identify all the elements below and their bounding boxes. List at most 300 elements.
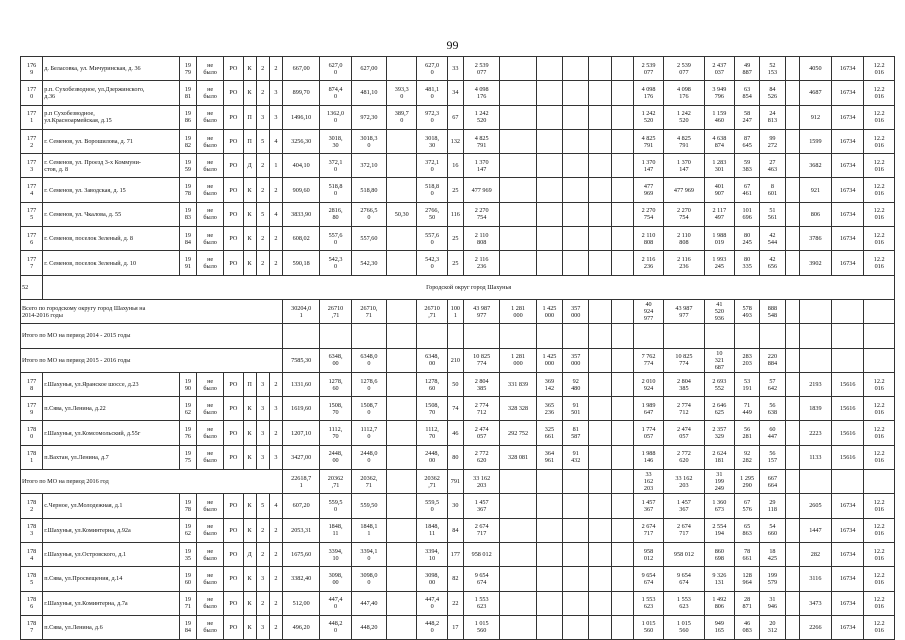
table-cell [785, 178, 799, 202]
table-cell: 2 110 808 [463, 227, 499, 251]
table-cell: 177 [447, 542, 463, 566]
table-cell: 542,3 0 [417, 251, 447, 275]
table-cell: Всего по городскому округу город Шахунья на 2014-2016 годы [21, 299, 283, 323]
table-cell: г. Семенов, поселок Зеленый, д. 10 [43, 251, 180, 275]
table-cell: 2 437 037 [704, 57, 734, 81]
table-cell: 2 624 181 [704, 445, 734, 469]
table-cell: 2 270 754 [463, 202, 499, 226]
table-cell: 12.2 016 [864, 81, 895, 105]
table-cell: 177 2 [21, 129, 43, 153]
table-row [21, 397, 895, 421]
table-cell: 2 [269, 372, 282, 396]
table-cell: 6348, 00 [320, 348, 351, 372]
table-cell: 627,00 [351, 57, 386, 81]
table-cell: 2 772 620 [463, 445, 499, 469]
table-cell: 325 661 [536, 421, 562, 445]
table-cell: 3098, 00 [417, 567, 447, 591]
table-cell: 177 0 [21, 81, 43, 105]
table-cell: 19 83 [179, 202, 196, 226]
table-cell: 19 91 [179, 251, 196, 275]
table-cell: 52 [21, 275, 43, 299]
table-cell [785, 299, 799, 323]
table-cell: 20362 ,71 [320, 470, 351, 494]
table-cell: 12.2 016 [864, 615, 895, 639]
table-cell: 5 [256, 494, 269, 518]
table-cell: 2448,0 0 [351, 445, 386, 469]
table-cell: 4 098 176 [633, 81, 663, 105]
table-cell: р.п. Сухобезводное, ул.Дзержинского, д.36 [43, 81, 180, 105]
table-cell: г. Семенов, ул. Заводская, д. 15 [43, 178, 180, 202]
table-cell [589, 470, 611, 494]
table-cell: 19 35 [179, 542, 196, 566]
table-cell: Итого по МО на период 2014 - 2015 годы [21, 324, 283, 348]
table-cell: 357 000 [563, 348, 589, 372]
table-cell [563, 178, 589, 202]
table-cell: 51 561 [760, 202, 785, 226]
table-cell: 3394, 10 [417, 542, 447, 566]
table-cell [611, 397, 633, 421]
table-cell [760, 324, 785, 348]
table-cell: 16734 [832, 494, 864, 518]
table-cell: 220 884 [760, 348, 785, 372]
table-cell: 3 [256, 445, 269, 469]
table-cell: 2193 [799, 372, 831, 396]
table-cell: 2 646 625 [704, 397, 734, 421]
table-cell: п.Сява, ул.Ленина, д.6 [43, 615, 180, 639]
table-cell: 2 539 077 [463, 57, 499, 81]
table-cell: 559,5 0 [417, 494, 447, 518]
table-cell [563, 542, 589, 566]
table-cell [785, 154, 799, 178]
table-cell: 56 281 [735, 421, 760, 445]
table-cell: 92 282 [735, 445, 760, 469]
table-row [21, 470, 895, 494]
table-cell: 19 79 [179, 57, 196, 81]
table-cell: 557,6 0 [320, 227, 351, 251]
table-cell: 8 601 [760, 178, 785, 202]
table-cell [704, 324, 734, 348]
table-cell: РО [224, 421, 243, 445]
table-cell: 67 461 [735, 178, 760, 202]
table-cell: 9 654 674 [463, 567, 499, 591]
table-row [21, 567, 895, 591]
table-cell: 3 [256, 567, 269, 591]
table-cell [611, 421, 633, 445]
table-row [21, 251, 895, 275]
table-cell [611, 372, 633, 396]
table-cell: 1207,10 [282, 421, 319, 445]
table-cell: 6348,0 0 [351, 348, 386, 372]
table-cell: 19 75 [179, 445, 196, 469]
table-cell: 1 370 147 [463, 154, 499, 178]
table-cell: 22 [447, 591, 463, 615]
table-cell: 912 [799, 105, 831, 129]
table-cell: 16734 [832, 591, 864, 615]
table-cell: 15616 [832, 397, 864, 421]
table-cell: 24 813 [760, 105, 785, 129]
table-cell: 10 825 774 [463, 348, 499, 372]
table-cell: 667 664 [760, 470, 785, 494]
table-cell: 5 [256, 202, 269, 226]
table-cell [785, 202, 799, 226]
table-row [21, 591, 895, 615]
table-cell [785, 494, 799, 518]
table-cell: 1331,60 [282, 372, 319, 396]
table-cell: 16734 [832, 81, 864, 105]
table-cell [785, 348, 799, 372]
table-cell: 19 81 [179, 81, 196, 105]
table-cell: 921 [799, 178, 831, 202]
table-cell: 2 [269, 227, 282, 251]
table-cell: 19 76 [179, 421, 196, 445]
table-cell: П [243, 129, 256, 153]
table-cell: д. Беласовка, ул. Мичуринская, д. 36 [43, 57, 180, 81]
table-cell [611, 154, 633, 178]
table-cell: 80 [447, 445, 463, 469]
table-cell: 33 162 203 [633, 470, 663, 494]
table-cell [799, 348, 831, 372]
table-cell [387, 299, 417, 323]
table-cell: 3786 [799, 227, 831, 251]
table-cell [611, 81, 633, 105]
table-cell: 26710 ,71 [417, 299, 447, 323]
table-cell [864, 324, 895, 348]
table-cell: 1447 [799, 518, 831, 542]
table-cell: 4 [269, 129, 282, 153]
table-cell: 12.2 016 [864, 154, 895, 178]
table-cell [589, 591, 611, 615]
table-cell [563, 567, 589, 591]
table-cell: 63 854 [735, 81, 760, 105]
table-cell: 1 015 560 [463, 615, 499, 639]
table-cell [500, 251, 536, 275]
table-cell: 3473 [799, 591, 831, 615]
table-cell: 949 165 [704, 615, 734, 639]
table-cell [611, 615, 633, 639]
table-cell: 28 871 [735, 591, 760, 615]
table-row [21, 81, 895, 105]
table-cell: 1 242 520 [664, 105, 704, 129]
table-cell: 19 78 [179, 178, 196, 202]
table-cell: 80 245 [735, 227, 760, 251]
table-cell: 1 553 623 [664, 591, 704, 615]
table-cell: 4 638 874 [704, 129, 734, 153]
table-cell: 1 457 367 [633, 494, 663, 518]
table-cell: не было [197, 397, 224, 421]
table-cell [536, 81, 562, 105]
table-cell: 1112, 70 [320, 421, 351, 445]
table-cell: 357 000 [563, 299, 589, 323]
table-cell: 91 501 [563, 397, 589, 421]
table-cell [282, 324, 319, 348]
table-cell: 58 247 [735, 105, 760, 129]
table-cell: 3 [256, 105, 269, 129]
table-cell: 3382,40 [282, 567, 319, 591]
table-cell: 128 964 [735, 567, 760, 591]
table-cell: не было [197, 251, 224, 275]
table-cell [563, 251, 589, 275]
table-cell: 178 0 [21, 421, 43, 445]
table-cell: 282 [799, 542, 831, 566]
table-cell: РО [224, 154, 243, 178]
table-cell: 1112,7 0 [351, 421, 386, 445]
table-cell: 559,5 0 [320, 494, 351, 518]
table-cell: К [243, 615, 256, 639]
table-cell [589, 518, 611, 542]
table-cell: 16734 [832, 251, 864, 275]
table-cell: не было [197, 445, 224, 469]
table-cell: 806 [799, 202, 831, 226]
table-cell: 16734 [832, 154, 864, 178]
table-cell [785, 372, 799, 396]
table-cell: 1 295 290 [735, 470, 760, 494]
table-cell: 2 674 717 [463, 518, 499, 542]
table-cell [589, 372, 611, 396]
table-cell: 518,80 [351, 178, 386, 202]
table-cell: К [243, 494, 256, 518]
table-cell: 54 660 [760, 518, 785, 542]
table-cell [589, 397, 611, 421]
table-cell [589, 421, 611, 445]
table-cell: 1 015 560 [633, 615, 663, 639]
table-cell [463, 324, 499, 348]
table-cell: 60 447 [760, 421, 785, 445]
table-cell: 25 [447, 251, 463, 275]
table-cell [500, 591, 536, 615]
table-cell: 1 425 000 [536, 348, 562, 372]
table-cell: 3833,90 [282, 202, 319, 226]
table-cell: не было [197, 542, 224, 566]
table-cell: 20362, 71 [351, 470, 386, 494]
table-cell [536, 518, 562, 542]
table-cell: 512,00 [282, 591, 319, 615]
table-cell: 92 480 [563, 372, 589, 396]
table-row [21, 542, 895, 566]
table-cell: 25 [447, 227, 463, 251]
table-cell: 2 554 194 [704, 518, 734, 542]
table-cell: 12.2 016 [864, 227, 895, 251]
table-cell: 2 539 077 [664, 57, 704, 81]
table-cell: 3 [269, 397, 282, 421]
table-cell: 2766,5 0 [351, 202, 386, 226]
table-cell: К [243, 567, 256, 591]
table-cell [500, 494, 536, 518]
table-cell: 43 987 977 [664, 299, 704, 323]
table-cell: 2266 [799, 615, 831, 639]
table-cell: 447,4 0 [417, 591, 447, 615]
table-cell: не было [197, 178, 224, 202]
table-cell: 2 474 057 [463, 421, 499, 445]
table-cell: 210 [447, 348, 463, 372]
table-row [21, 202, 895, 226]
table-cell: 178 6 [21, 591, 43, 615]
table-cell: не было [197, 129, 224, 153]
table-cell: П [243, 105, 256, 129]
table-cell: РО [224, 372, 243, 396]
table-cell [320, 324, 351, 348]
table-cell: 26710 ,71 [320, 299, 351, 323]
table-cell: 67 [447, 105, 463, 129]
table-cell: 557,6 0 [417, 227, 447, 251]
table-cell: 292 752 [500, 421, 536, 445]
table-cell: К [243, 518, 256, 542]
table-cell [589, 348, 611, 372]
table-cell: г. Семенов, ул. Проезд 3-х Коммуни- стов, д. 8 [43, 154, 180, 178]
table-cell [387, 57, 417, 81]
table-cell: 29 118 [760, 494, 785, 518]
table-cell: 283 203 [735, 348, 760, 372]
table-cell: 1 492 806 [704, 591, 734, 615]
table-cell: 12.2 016 [864, 494, 895, 518]
table-cell: 41 520 936 [704, 299, 734, 323]
table-cell: 99 272 [760, 129, 785, 153]
table-cell: 1 457 367 [463, 494, 499, 518]
table-cell: 2 674 717 [633, 518, 663, 542]
table-cell: 16734 [832, 105, 864, 129]
table-cell [563, 494, 589, 518]
table-cell: 2 804 385 [463, 372, 499, 396]
table-cell: 101 696 [735, 202, 760, 226]
table-cell: 909,60 [282, 178, 319, 202]
table-cell: не было [197, 227, 224, 251]
table-cell: 1 989 647 [633, 397, 663, 421]
table-cell: 1 370 147 [633, 154, 663, 178]
table-cell: 12.2 016 [864, 445, 895, 469]
table-cell: 972,30 [351, 105, 386, 129]
table-cell: 178 1 [21, 445, 43, 469]
table-cell: РО [224, 591, 243, 615]
table-cell: 2 774 712 [463, 397, 499, 421]
table-cell: 1 425 000 [536, 299, 562, 323]
table-cell: 2 110 808 [633, 227, 663, 251]
table-cell [799, 324, 831, 348]
table-cell: р.п Сухобезводное, ул.Красноармейская, д.15 [43, 105, 180, 129]
table-cell: 791 [447, 470, 463, 494]
table-cell: 3682 [799, 154, 831, 178]
table-cell [387, 470, 417, 494]
table-cell: 328 081 [500, 445, 536, 469]
table-cell: 1362,0 0 [320, 105, 351, 129]
table-cell: 2 270 754 [633, 202, 663, 226]
table-cell [735, 324, 760, 348]
table-cell: 448,20 [351, 615, 386, 639]
table-cell [500, 105, 536, 129]
table-cell: 9 654 674 [633, 567, 663, 591]
table-cell: 19 60 [179, 567, 196, 591]
table-row [21, 129, 895, 153]
table-cell: 12.2 016 [864, 129, 895, 153]
table-cell: 19 82 [179, 129, 196, 153]
table-cell: РО [224, 178, 243, 202]
table-cell [589, 105, 611, 129]
table-cell [611, 324, 633, 348]
table-cell [785, 591, 799, 615]
table-cell: не было [197, 567, 224, 591]
table-cell: К [243, 81, 256, 105]
table-cell: К [243, 57, 256, 81]
table-cell [387, 372, 417, 396]
table-cell: 1 370 147 [664, 154, 704, 178]
table-cell [563, 518, 589, 542]
table-cell: 557,60 [351, 227, 386, 251]
table-cell: 2 117 497 [704, 202, 734, 226]
table-cell: 7 762 774 [633, 348, 663, 372]
table-cell [611, 227, 633, 251]
table-cell: К [243, 227, 256, 251]
table-cell: 31 199 249 [704, 470, 734, 494]
table-cell: 16734 [832, 615, 864, 639]
table-cell: 3116 [799, 567, 831, 591]
table-cell: 1508, 70 [417, 397, 447, 421]
table-cell: 12.2 016 [864, 518, 895, 542]
table-cell: 177 8 [21, 372, 43, 396]
table-cell [611, 518, 633, 542]
table-cell: 17 [447, 615, 463, 639]
table-cell [536, 470, 562, 494]
table-cell: 178 4 [21, 542, 43, 566]
table-cell [589, 81, 611, 105]
table-cell: 78 661 [735, 542, 760, 566]
table-cell: 87 645 [735, 129, 760, 153]
table-cell [611, 178, 633, 202]
table-cell: п.Вахтан, ул.Ленина, д.7 [43, 445, 180, 469]
table-cell [563, 324, 589, 348]
table-cell [611, 299, 633, 323]
table-cell: Итого по МО на период 2016 год [21, 470, 283, 494]
table-cell: 3018, 30 [320, 129, 351, 153]
table-cell: г.Шахунья, ул.Яранское шоссе, д.23 [43, 372, 180, 396]
table-cell: 2 [269, 57, 282, 81]
table-cell: 19 62 [179, 397, 196, 421]
table-cell: 12.2 016 [864, 567, 895, 591]
table-cell: 667,00 [282, 57, 319, 81]
housing-repair-table [20, 56, 895, 640]
table-cell: 7585,30 [282, 348, 319, 372]
table-cell: 365 236 [536, 397, 562, 421]
table-cell: 19 62 [179, 518, 196, 542]
table-cell [536, 154, 562, 178]
table-cell [447, 324, 463, 348]
table-cell: К [243, 202, 256, 226]
table-cell [536, 567, 562, 591]
table-cell [387, 445, 417, 469]
table-cell: РО [224, 105, 243, 129]
table-cell: г.Шахунья, ул.Коминтерна, д.92а [43, 518, 180, 542]
table-cell: 3256,30 [282, 129, 319, 153]
table-cell: г. Семенов, ул. Чкалова, д. 55 [43, 202, 180, 226]
table-cell [785, 421, 799, 445]
table-cell: 2 804 385 [664, 372, 704, 396]
table-cell: 12.2 016 [864, 372, 895, 396]
table-cell [799, 470, 831, 494]
table-cell: 331 839 [500, 372, 536, 396]
table-cell [611, 591, 633, 615]
table-cell: 448,2 0 [417, 615, 447, 639]
table-cell: 1278, 60 [417, 372, 447, 396]
table-cell [589, 615, 611, 639]
table-row [21, 227, 895, 251]
table-cell: 178 5 [21, 567, 43, 591]
table-cell: РО [224, 615, 243, 639]
table-cell [832, 348, 864, 372]
table-cell: 27 463 [760, 154, 785, 178]
table-cell [785, 57, 799, 81]
table-cell: РО [224, 445, 243, 469]
table-cell: 20 312 [760, 615, 785, 639]
table-cell: 874,4 0 [320, 81, 351, 105]
table-cell: 3902 [799, 251, 831, 275]
table-cell: 91 432 [563, 445, 589, 469]
